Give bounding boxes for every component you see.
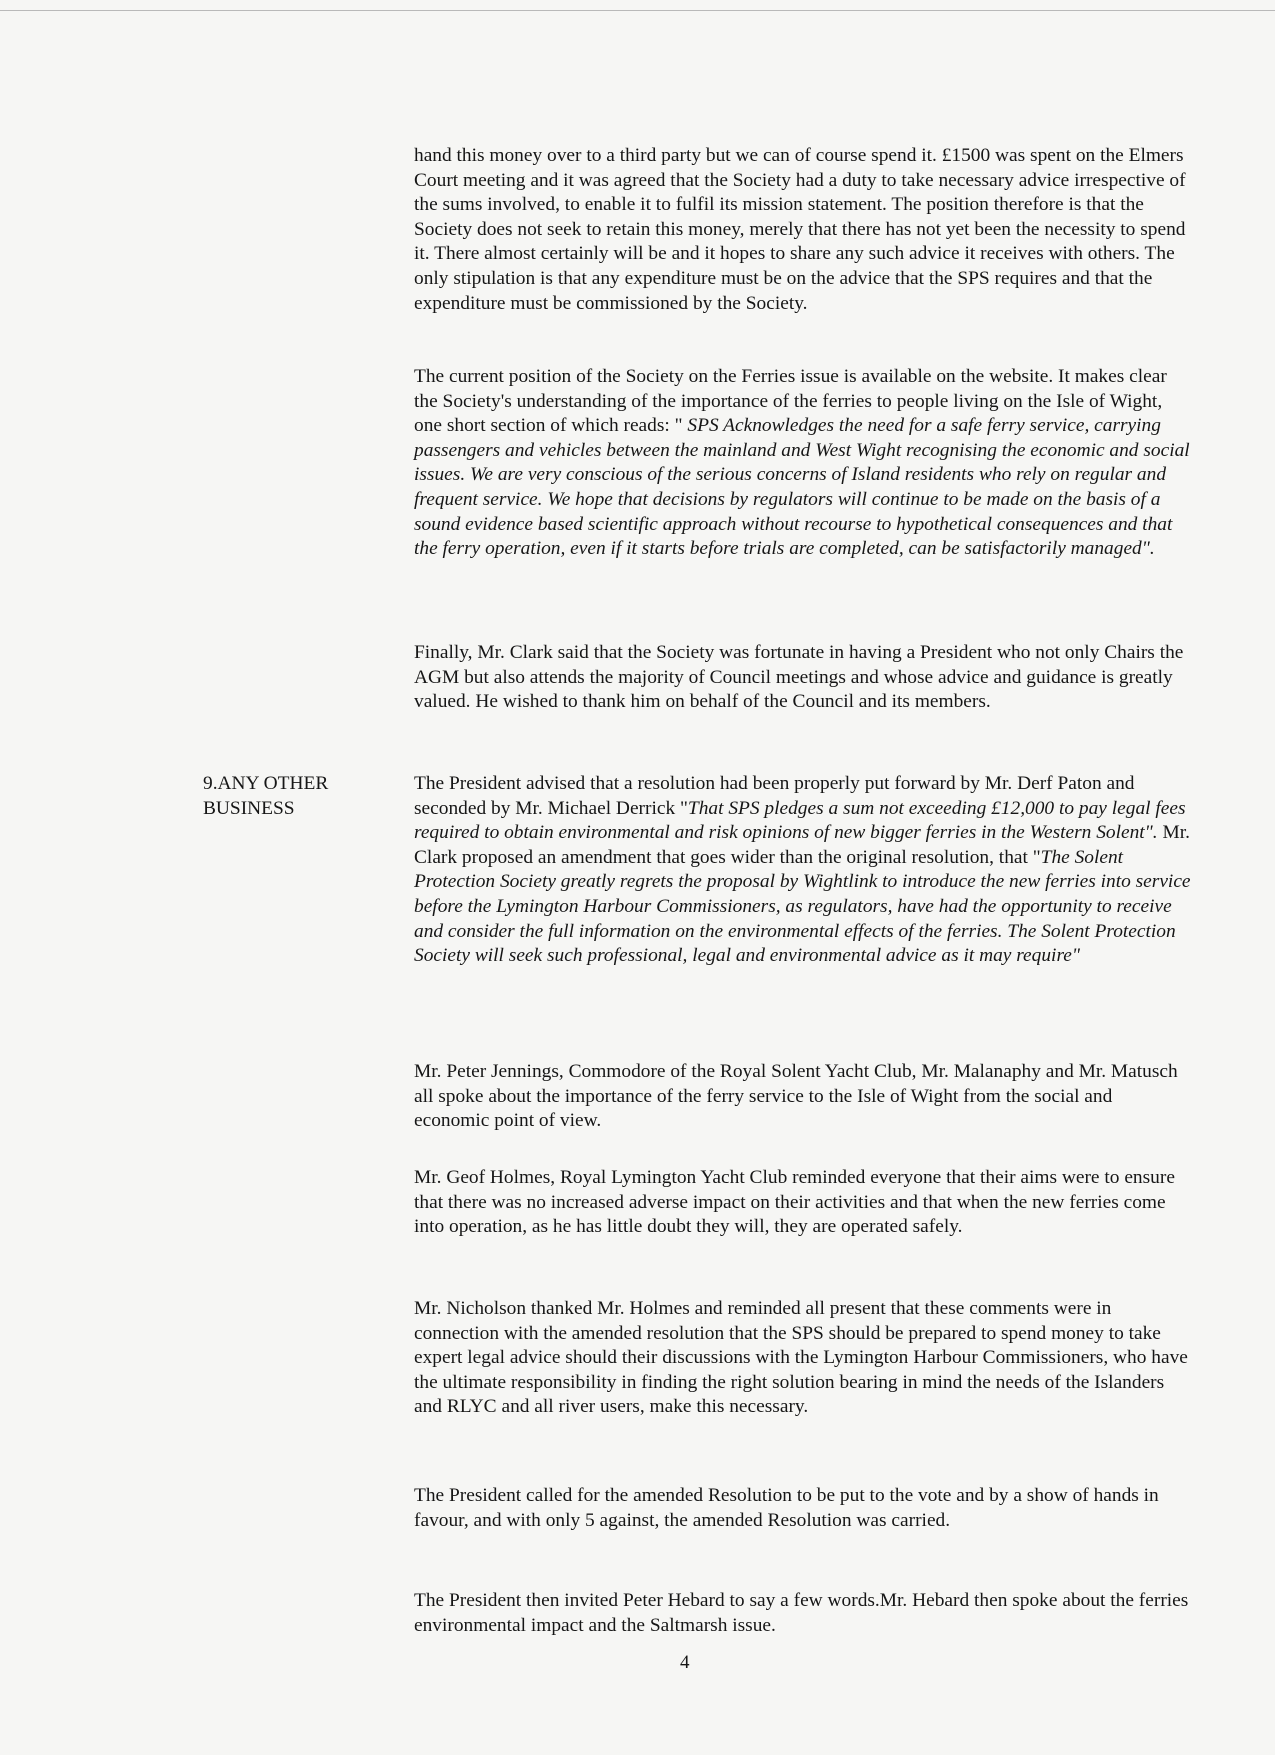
paragraph-text: Mr. Geof Holmes, Royal Lymington Yacht Club reminded everyone that their aims were to ensure that there was no increased adverse impact on their activities and that when the new ferries come into operation, as he has little doubt they will, they are operated safely. — [414, 1167, 1175, 1238]
paragraph-text: hand this money over to a third party but we can of course spend it. £1500 was spent on the Elmers Court meeting and it was agreed that the Society had a duty to take necessary advice irrespective of the sums involved, to enable it to fulfil its mission statement. The position therefore is that the Society does not seek to retain this money, merely that there has not yet been the necessity to spend it. There almost certainly will be and it hopes to share any such advice it receives with others. The only stipulation is that any expenditure must be on the advice that the SPS requires and that the expenditure must be commissioned by the Society. — [414, 145, 1186, 314]
paragraph-thanks-president — [414, 641, 1192, 715]
section-heading-any-other-business — [203, 772, 403, 821]
paragraph-resolution — [414, 772, 1192, 969]
paragraph-text: The President called for the amended Resolution to be put to the vote and by a show of hands in favour, and with only 5 against, the amended Resolution was carried. — [414, 1485, 1159, 1531]
paragraph-text: Mr. Peter Jennings, Commodore of the Royal Solent Yacht Club, Mr. Malanaphy and Mr. Matusch all spoke about the importance of the ferry service to the Isle of Wight from the social and economic point of view. — [414, 1061, 1178, 1132]
paragraph-ferries-position — [414, 365, 1192, 562]
amendment-quote: The Solent Protection Society greatly regrets the proposal by Wightlink to introduce the new ferries into service before the Lymington Harbour Commissioners, as regulators, have had the opportunity to receive and consider the full information on the environmental effects of the ferries. The Solent Protection Society will seek such professional, legal and environmental advice as it may require" — [414, 846, 1191, 967]
heading-line-1: 9.ANY OTHER — [203, 773, 329, 794]
sps-quote: SPS Acknowledges the need for a safe ferry service, carrying passengers and vehicles between the mainland and West Wight recognising the economic and social issues. We are very conscious of the serious concerns of Island residents who rely on regular and frequent service. We hope that decisions by regulators will continue to be made on the basis of a sound evidence based scientific approach without recourse to hypothetical consequences and that the ferry operation, even if it starts before trials are completed, can be satisfactorily managed". — [414, 415, 1190, 560]
paragraph-jennings — [414, 1060, 1192, 1134]
paragraph-text: Mr. Nicholson thanked Mr. Holmes and reminded all present that these comments were in connection with the amended resolution that the SPS should be prepared to spend money to take expert legal advice should their discussions with the Lymington Harbour Commissioners, who have the ultimate responsibility in finding the right solution bearing in mind the needs of the Islanders and RLYC and all river users, make this necessary. — [414, 1298, 1188, 1418]
paragraph-lead: The current position of the Society on the Ferries issue is available on the website. It makes clear the Society's understanding of the importance of the ferries to people living on the Isle of Wight, one short section of which reads: " — [414, 366, 1167, 437]
paragraph-vote — [414, 1484, 1192, 1533]
heading-line-2: BUSINESS — [203, 797, 295, 819]
paragraph-nicholson — [414, 1297, 1192, 1420]
page-number: 4 — [680, 1652, 690, 1673]
paragraph-text: Finally, Mr. Clark said that the Society was fortunate in having a President who not only Chairs the AGM but also attends the majority of Council meetings and whose advice and guidance is greatly valued. He wished to thank him on behalf of the Council and its members. — [414, 642, 1184, 713]
paragraph-holmes — [414, 1166, 1192, 1240]
paragraph-lead: The President advised that a resolution had been properly put forward by Mr. Derf Paton and seconded by Mr. Michael Derrick " — [414, 773, 1135, 819]
paragraph-text: The President then invited Peter Hebard to say a few words.Mr. Hebard then spoke about the ferries environmental impact and the Saltmarsh issue. — [414, 1590, 1189, 1636]
paragraph-middle: Mr. Clark proposed an amendment that goes wider than the original resolution, that " — [414, 822, 1190, 868]
paragraph-money-spending — [414, 144, 1192, 316]
paragraph-hebard — [414, 1589, 1192, 1638]
original-resolution-quote: That SPS pledges a sum not exceeding £12,000 to pay legal fees required to obtain environmental and risk opinions of new bigger ferries in the Western Solent". — [414, 797, 1186, 844]
